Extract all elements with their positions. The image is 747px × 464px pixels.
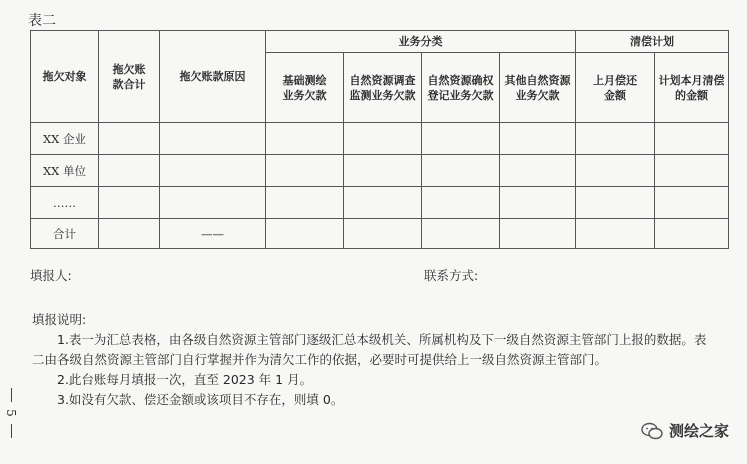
watermark [641,420,729,441]
header-debtor: 拖欠对象 [31,31,99,123]
filler-label: 填报人: [30,268,72,283]
header-natural-resources-registration: 自然资源确权登记业务欠款 [422,53,500,123]
filling-instructions [32,310,712,410]
row-label: XX 企业 [31,123,99,155]
header-repayment-plan: 清偿计划 [576,31,729,53]
header-reason: 拖欠账款原因 [160,31,266,123]
watermark-text: 测绘之家 [668,422,729,440]
page-number: 5 [4,388,18,438]
header-last-month-repaid: 上月偿还金额 [576,53,655,123]
instruction-item: 3.如没有欠款、偿还金额或该项目不存在，则填 0。 [57,392,344,407]
table-label: 表二 [28,13,56,29]
header-total-debt: 拖欠账款合计 [99,31,160,123]
row-label: 合计 [31,219,99,249]
header-business-category: 业务分类 [266,31,576,53]
table-row [31,155,729,187]
header-other-business: 其他自然资源业务欠款 [500,53,576,123]
header-planned-this-month: 计划本月清偿的金额 [655,53,729,123]
row-label: XX 单位 [31,155,99,187]
table-row [31,187,729,219]
row-label: …… [31,187,99,219]
debt-ledger-table [30,30,729,249]
header-basic-survey: 基础测绘业务欠款 [266,53,344,123]
instruction-item: 2.此台账每月填报一次，直至 2023 年 1 月。 [57,372,313,387]
wechat-icon [641,422,663,440]
total-reason-dash: —— [160,219,266,249]
table-row [31,123,729,155]
table-row-total [31,219,729,249]
instructions-title: 填报说明: [32,312,87,327]
instruction-item: 1.表一为汇总表格，由各级自然资源主管部门逐级汇总本级机关、所属机构及下一级自然资源主管部门上报的数据。表二由各级自然资源主管部门自行掌握并作为清欠工作的依据，必要时可提供给上一级自然资源主管部门。 [32,332,707,367]
header-natural-resources-survey: 自然资源调查监测业务欠款 [344,53,422,123]
contact-label: 联系方式: [424,268,479,283]
